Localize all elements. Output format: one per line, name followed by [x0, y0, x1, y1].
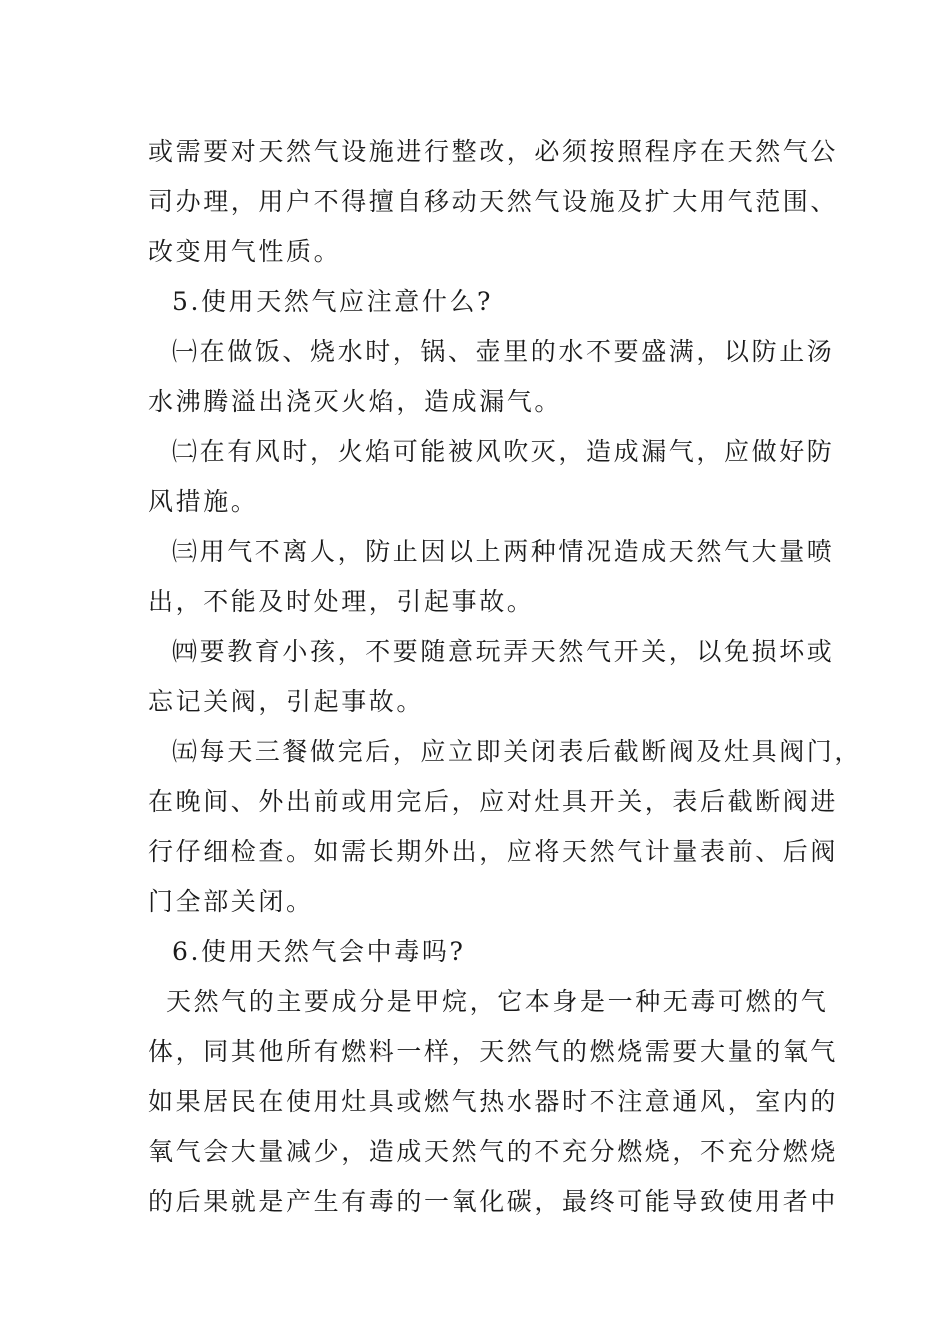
text-line: 天然气的主要成分是甲烷，它本身是一种无毒可燃的气: [166, 987, 829, 1016]
text-line: 如果居民在使用灶具或燃气热水器时不注意通风，室内的: [148, 1087, 839, 1116]
list-item: ㈣要教育小孩，不要随意玩弄天然气开关，以免损坏或: [172, 637, 835, 666]
text-line: 体，同其他所有燃料一样，天然气的燃烧需要大量的氧气: [148, 1037, 839, 1066]
text-line: 出，不能及时处理，引起事故。: [148, 587, 535, 616]
text-line: 行仔细检查。如需长期外出，应将天然气计量表前、后阀: [148, 837, 839, 866]
section-heading: 6.使用天然气会中毒吗?: [172, 937, 466, 966]
text-line: 的后果就是产生有毒的一氧化碳，最终可能导致使用者中: [148, 1187, 839, 1216]
text-line: 在晚间、外出前或用完后，应对灶具开关，表后截断阀进: [148, 787, 839, 816]
text-line: 水沸腾溢出浇灭火焰，造成漏气。: [148, 387, 563, 416]
list-item: ㈤每天三餐做完后，应立即关闭表后截断阀及灶具阀门，: [172, 737, 863, 766]
text-line: 忘记关阀，引起事故。: [148, 687, 425, 716]
text-line: 氧气会大量减少，造成天然气的不充分燃烧，不充分燃烧: [148, 1137, 839, 1166]
text-line: 门全部关闭。: [148, 887, 314, 916]
list-item: ㈡在有风时，火焰可能被风吹灭，造成漏气，应做好防: [172, 437, 835, 466]
list-item: ㈢用气不离人，防止因以上两种情况造成天然气大量喷: [172, 537, 835, 566]
list-item: ㈠在做饭、烧水时，锅、壶里的水不要盛满，以防止汤: [172, 337, 835, 366]
text-line: 或需要对天然气设施进行整改，必须按照程序在天然气公: [148, 137, 839, 166]
text-line: 风措施。: [148, 487, 259, 516]
text-line: 改变用气性质。: [148, 237, 342, 266]
text-line: 司办理，用户不得擅自移动天然气设施及扩大用气范围、: [148, 187, 839, 216]
section-heading: 5.使用天然气应注意什么?: [172, 287, 494, 316]
